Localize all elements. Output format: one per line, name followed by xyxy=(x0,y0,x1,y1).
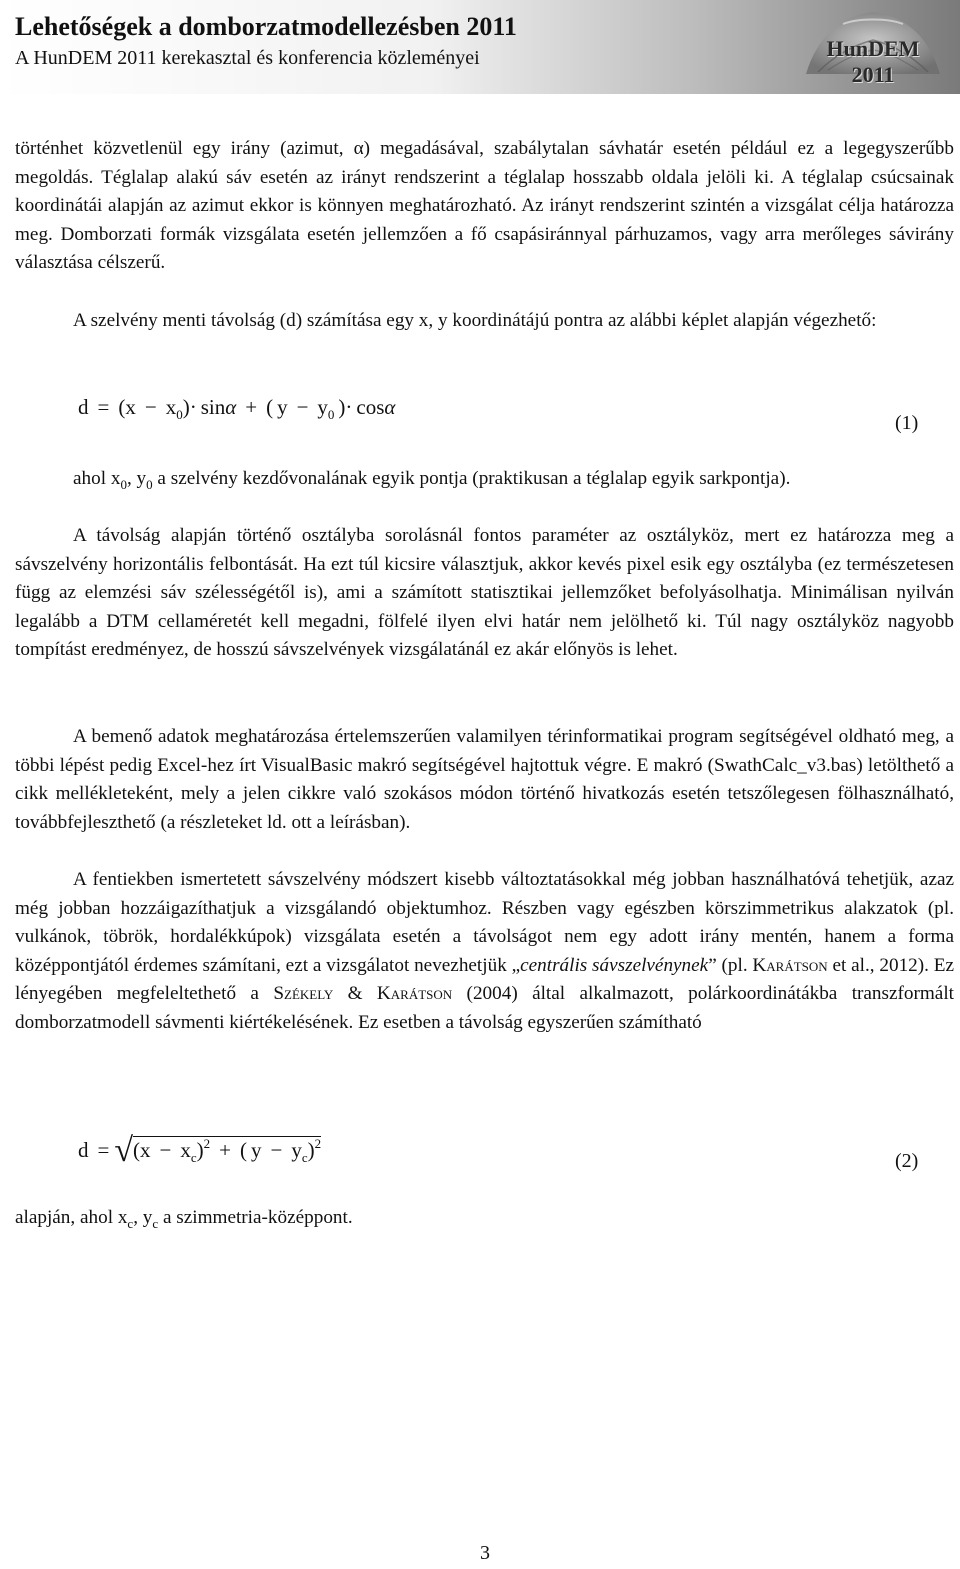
paragraph-1: történhet közvetlenül egy irány (azimut, α) megadásával, szabálytalan sávhatár esetén például ez a legegyszerűbb megoldás. Téglalap alakú sáv esetén az irányt rendszerint a téglalap hosszabb oldala jelöli ki. A téglalap csúcsainak koordinátái alapján az azimut ekkor is könnyen meghatározható. Az irányt rendszerint szintén a vizsgálat célja határozza meg. Domborzati formák vizsgálata esetén jellemzően a fő csapásiránnyal párhuzamos, vagy arra merőleges sávirány választása célszerű. xyxy=(15,138,954,274)
paragraph-7: alapján, ahol $x_c$, $y_c$ a szimmetria-középpont. xyxy=(15,1207,353,1231)
paragraph-3: ahol $x_0$, $y_0$ a szelvény kezdővonalának egyik pontja (praktikusan a téglalap egyik sarkpontja). xyxy=(73,468,791,492)
equation-2: $d = √(x - x_c)^2$ + ( $y - y_c)^2$ xyxy=(78,1132,322,1169)
page-number: 3 xyxy=(480,1542,490,1564)
page-header xyxy=(0,0,960,94)
eq1-d: d xyxy=(78,395,89,419)
equation-1-number: (1) xyxy=(895,412,919,434)
eq1-equals: = xyxy=(97,395,110,419)
sqrt-sign: √ xyxy=(114,1132,134,1169)
paragraph-4: A távolság alapján történő osztályba sorolásnál fontos paraméter az osztályköz, mert ez határozza meg a sávszelvény horizontális felbontását. Ha ezt túl kicsire választjuk, akkor kevés pixel esik egy osztályba (ez természetesen függ az elemzési sáv szélességétől is), ami a számított statisztikai jellemzőket befolyásolhatja. Minimálisan nyilván legalább a DTM cellaméretét kell megadni, fölfelé ilyen elvi határ nem jelölhető ki. Túl nagy osztályköz nagyobb tompítást eredményez, de hosszú sávszelvények vizsgálatánál ez akár előnyös is lehet. xyxy=(15,525,954,661)
paragraph-6: A fentiekben ismertetett sávszelvény módszert kisebb változtatásokkal még jobban használhatóvá tehetjük, azaz még jobban hozzáigazíthatjuk a vizsgálandó objektumhoz. Részben vagy egészben körszimmetrikus alakzatok (pl. vulkánok, töbrök, hordalékkúpok) vizsgálata esetén a távolságot nem egy adott irány mentén, hanem a forma középpontjától érdemes számítani, ezt a vizsgálatot nevezhetjük „centrális sávszelvénynek” (pl. Karátson et al., 2012). Ez lényegében megfeleltethető a Székely & Karátson (2004) által alkalmazott, polárkoordinátákba transzformált domborzatmodell sávmenti kiértékelésének. Ez esetben a távolság egyszerűen számítható xyxy=(15,869,954,1033)
equation-2-number: (2) xyxy=(895,1150,919,1172)
paragraph-5: A bemenő adatok meghatározása értelemszerűen valamilyen térinformatikai program segítségével oldható meg, a többi lépést pedig Excel-hez írt VisualBasic makró segítségével hajtottuk végre. E makró (SwathCalc_v3.bas) letölthető a cikk mellékleteként, mely a jelen cikkre való szokásos módon történő hivatkozás esetén tetszőlegesen fölhasználható, továbbfejleszthető (a részleteket ld. ott a leírásban). xyxy=(15,726,954,833)
equation-1: $d = (x - x_0)\cdot \sin\alpha$ + ( $y - y_0$ )· cosα xyxy=(78,395,396,422)
paragraph-2: A szelvény menti távolság (d) számítása egy x, y koordinátájú pontra az alábbi képlet alapján végezhető: xyxy=(73,310,877,331)
logo-text: HunDEM 2011 xyxy=(826,36,920,87)
header-subtitle: A HunDEM 2011 kerekasztal és konferencia közleményei xyxy=(15,47,480,69)
header-title: Lehetőségek a domborzatmodellezésben 2011 xyxy=(15,12,517,41)
radicand: $(x - x_c)^2$ + ( $y - y_c)^2$ xyxy=(133,1136,322,1165)
